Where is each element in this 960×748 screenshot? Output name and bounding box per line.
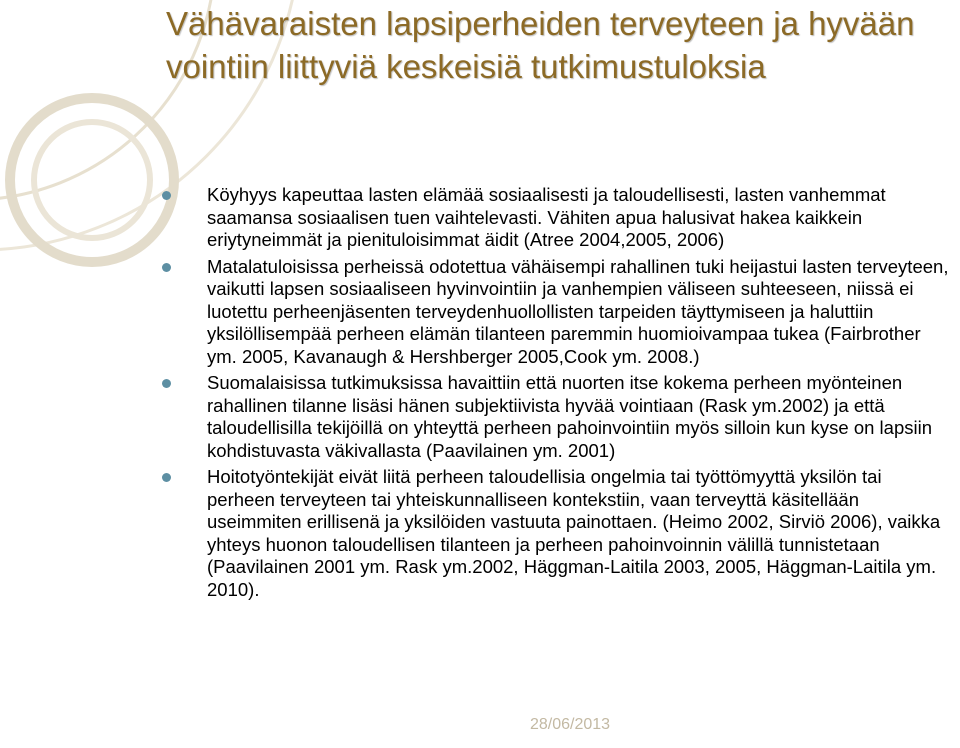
bullet-dot-icon <box>162 379 171 388</box>
bullet-item <box>162 466 952 601</box>
bullet-dot-icon <box>162 473 171 482</box>
bullet-text: Köyhyys kapeuttaa lasten elämää sosiaalisesti ja taloudellisesti, lasten vanhemmat saamansa sosiaalisen tuen vaihtelevasti. Vähiten apua halusivat hakea kaikkein eriytyneimmät ja pienituloisimmat äidit (Atree 2004,2005, 2006) <box>207 184 886 250</box>
bullet-text: Suomalaisissa tutkimuksissa havaittiin että nuorten itse kokema perheen myönteinen rahallinen tilanne lisäsi hänen subjektiivista hyvää vointiaan (Rask ym.2002) ja että taloudellisilla tekijöillä on yhteyttä perheen pahoinvointiin myös silloin kun kyse on lapsiin kohdistuvasta väkivallasta (Paavilainen ym. 2001) <box>207 372 932 461</box>
bullet-dot-icon <box>162 263 171 272</box>
slide-title: Vähävaraisten lapsiperheiden terveyteen ja hyvään vointiin liittyviä keskeisiä tutkimustuloksia <box>166 5 915 85</box>
bullet-item <box>162 256 952 369</box>
bullet-list <box>162 184 952 605</box>
bullet-dot-icon <box>162 191 171 200</box>
bullet-item <box>162 184 952 252</box>
footer-date: 28/06/2013 <box>530 716 611 733</box>
bullet-text: Matalatuloisissa perheissä odotettua vähäisempi rahallinen tuki heijastui lasten terveyteen, vaikutti lapsen sosiaaliseen hyvinvointiin ja vanhempien väliseen suhteeseen, niissä ei luotettu perheenjäsenten terveydenhuollollisten tarpeiden täyttymiseen ja haluttiin yksilöllisempää perheen elämän tilanteen paremmin huomioivampaa tukea (Fairbrother ym. 2005, Kavanaugh & Hershberger 2005,Cook ym. 2008.) <box>207 255 949 367</box>
deco-ring-outer-small <box>10 98 174 262</box>
deco-ring-inner-small <box>34 122 150 238</box>
bullet-text: Hoitotyöntekijät eivät liitä perheen taloudellisia ongelmia tai työttömyyttä yksilön tai perheen terveyteen tai yhteiskunnalliseen kontekstiin, vaan terveyttä käsitellään useimmiten erillisenä ja yksilöiden vastuuta painottaen. (Heimo 2002, Sirviö 2006), vaikka yhteys huonon taloudellisen tilanteen ja perheen pahoinvoinnin välillä tunnistetaan (Paavilainen 2001 ym. Rask ym.2002, Häggman-Laitila 2003, 2005, Häggman-Laitila ym. 2010). <box>207 466 941 600</box>
bullet-item <box>162 372 952 462</box>
